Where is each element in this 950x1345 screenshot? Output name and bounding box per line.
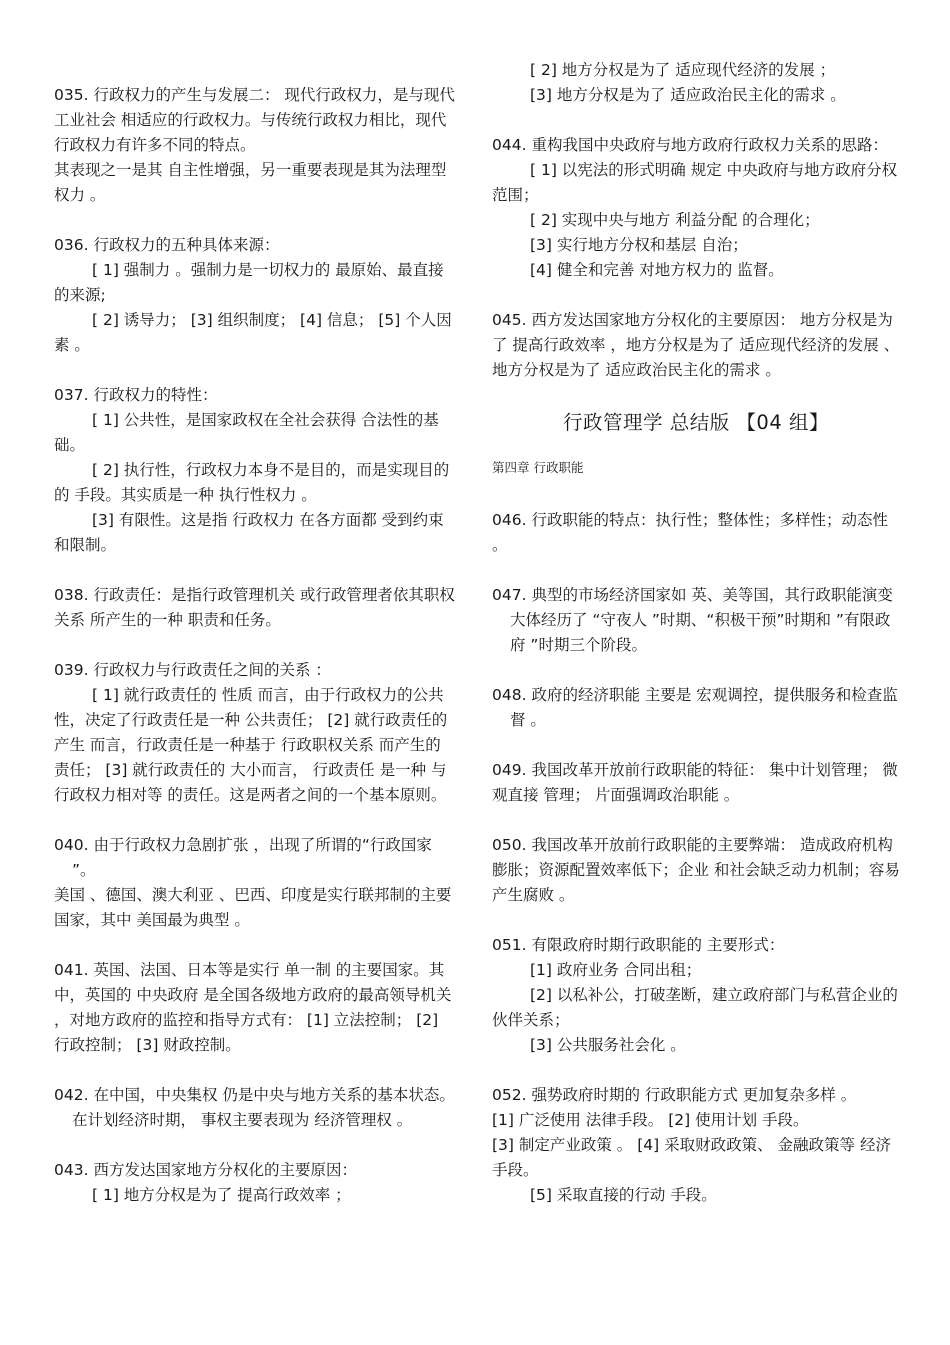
entry-037-item-2: [ 2] 执行性，行政权力本身不是目的，而是实现目的的 手段。其实质是一种 执行性权力 。 (54, 461, 450, 504)
entry-037-head: 037. 行政权力的特性： (54, 386, 218, 404)
entry-037-item-1: [ 1] 公共性，是国家政权在全社会获得 合法性的基础。 (54, 411, 439, 454)
entry-043-item-1: [ 1] 地方分权是为了 提高行政效率 ； (92, 1186, 351, 1204)
entry-040 (54, 833, 456, 933)
entry-039 (54, 658, 456, 808)
entry-038-text: 038. 行政责任：是指行政管理机关 或行政管理者依其职权关系 所产生的一种 职责和任务。 (54, 586, 455, 629)
entry-039-item-1: [ 1] 就行政责任的 性质 而言，由于行政权力的公共性，决定了行政责任是一种 公共责任； [2] 就行政责任的 产生 而言，行政责任是一种基于 行政职权关系 而产生的责任； [3] 就行政责任的 大小而言， 行政责任 是一种 与行政权力相对等 的责任。这是两者之间的一个基本原则。 (54, 686, 448, 804)
entry-050 (492, 833, 900, 908)
entry-040-head: 040. 由于行政权力急剧扩张 ，出现了所谓的“行政国家 ”。 (54, 836, 432, 879)
entry-052-item-2: [3] 制定产业政策 。 [4] 采取财政政策、 金融政策等 经济手段。 (492, 1136, 891, 1179)
entry-046 (492, 508, 900, 558)
entry-036-item-2: [ 2] 诱导力； [3] 组织制度； [4] 信息； [5] 个人因素 。 (54, 311, 452, 354)
entry-048 (492, 683, 900, 733)
entry-036-item-1: [ 1] 强制力 。强制力是一切权力的 最原始、最直接 的来源; (54, 261, 444, 304)
entry-042-text: 042. 在中国，中央集权 仍是中央与地方关系的基本状态。在计划经济时期， 事权主要表现为 经济管理权 。 (54, 1086, 455, 1129)
entry-044-item-3: [3] 实行地方分权和基层 自治； (530, 236, 748, 254)
entry-045 (492, 308, 900, 383)
entry-044-item-1: [ 1] 以宪法的形式明确 规定 中央政府与地方政府分权范围； (492, 161, 898, 204)
entry-043-continued (492, 58, 900, 108)
entry-043-item-2: [ 2] 地方分权是为了 适应现代经济的发展 ； (530, 61, 836, 79)
entry-050-text: 050. 我国改革开放前行政职能的主要弊端： 造成政府机构膨胀；资源配置效率低下；企业 和社会缺乏动力机制；容易产生腐败 。 (492, 836, 900, 904)
entry-052-head: 052. 强势政府时期的 行政职能方式 更加复杂多样 。 (492, 1086, 857, 1104)
entry-048-text: 048. 政府的经济职能 主要是 宏观调控，提供服务和检查监督 。 (492, 686, 898, 729)
entry-037 (54, 383, 456, 558)
entry-043-item-3: [3] 地方分权是为了 适应政治民主化的需求 。 (530, 86, 846, 104)
entry-043-head: 043. 西方发达国家地方分权化的主要原因： (54, 1161, 357, 1179)
entry-044 (492, 133, 900, 283)
entry-035-head: 035. 行政权力的产生与发展二： 现代行政权力，是与现代工业社会 相适应的行政权力。与传统行政权力相比，现代行政权力有许多不同的特点。 (54, 86, 455, 154)
entry-044-item-4: [4] 健全和完善 对地方权力的 监督。 (530, 261, 784, 279)
entry-047-text: 047. 典型的市场经济国家如 英、美等国，其行政职能演变大体经历了 “守夜人 ”时期、“积极干预”时期和 ”有限政府 ”时期三个阶段。 (492, 586, 893, 654)
entry-051-item-2: [2] 以私补公，打破垄断，建立政府部门与私营企业的 伙伴关系； (492, 986, 898, 1029)
entry-041-text: 041. 英国、法国、日本等是实行 单一制 的主要国家。其中，英国的 中央政府 是全国各级地方政府的最高领导机关 ，对地方政府的监控和指导方式有： [1] 立法控制； [2] 行政控制； [3] 财政控制。 (54, 961, 452, 1054)
entry-051-item-3: [3] 公共服务社会化 。 (530, 1036, 686, 1054)
entry-036-head: 036. 行政权力的五种具体来源： (54, 236, 280, 254)
chapter-heading: 第四章 行政职能 (492, 460, 584, 475)
entry-049-text: 049. 我国改革开放前行政职能的特征： 集中计划管理； 微观直接 管理； 片面强调政治职能 。 (492, 761, 898, 804)
entry-051-item-1: [1] 政府业务 合同出租； (530, 961, 702, 979)
entry-052-item-3: [5] 采取直接的行动 手段。 (530, 1186, 717, 1204)
entry-038 (54, 583, 456, 633)
left-column (54, 58, 456, 1233)
entry-044-head: 044. 重构我国中央政府与地方政府行政权力关系的思路： (492, 136, 888, 154)
entry-049 (492, 758, 900, 808)
entry-046-text: 046. 行政职能的特点：执行性；整体性；多样性；动态性 。 (492, 511, 888, 554)
entry-035-body: 其表现之一是其 自主性增强，另一重要表现是其为法理型权力 。 (54, 161, 447, 204)
entry-051 (492, 933, 900, 1058)
section-title: 行政管理学 总结版 【04 组】 (563, 411, 829, 434)
entry-045-text: 045. 西方发达国家地方分权化的主要原因： 地方分权是为了 提高行政效率 ，地方分权是为了 适应现代经济的发展 、地方分权是为了 适应政治民主化的需求 。 (492, 311, 900, 379)
entry-042 (54, 1083, 456, 1133)
entry-043 (54, 1158, 456, 1208)
entry-052 (492, 1083, 900, 1208)
entry-040-body: 美国 、德国、澳大利亚 、巴西、印度是实行联邦制的主要国家，其中 美国最为典型 。 (54, 886, 452, 929)
entry-036 (54, 233, 456, 358)
entry-041 (54, 958, 456, 1058)
entry-047 (492, 583, 900, 658)
entry-035 (54, 83, 456, 208)
right-column (492, 58, 900, 1233)
entry-044-item-2: [ 2] 实现中央与地方 利益分配 的合理化； (530, 211, 820, 229)
entry-039-head: 039. 行政权力与行政责任之间的关系 ： (54, 661, 331, 679)
entry-051-head: 051. 有限政府时期行政职能的 主要形式： (492, 936, 785, 954)
entry-037-item-3: [3] 有限性。这是指 行政权力 在各方面都 受到约束 和限制。 (54, 511, 444, 554)
entry-052-item-1: [1] 广泛使用 法律手段。 [2] 使用计划 手段。 (492, 1111, 809, 1129)
